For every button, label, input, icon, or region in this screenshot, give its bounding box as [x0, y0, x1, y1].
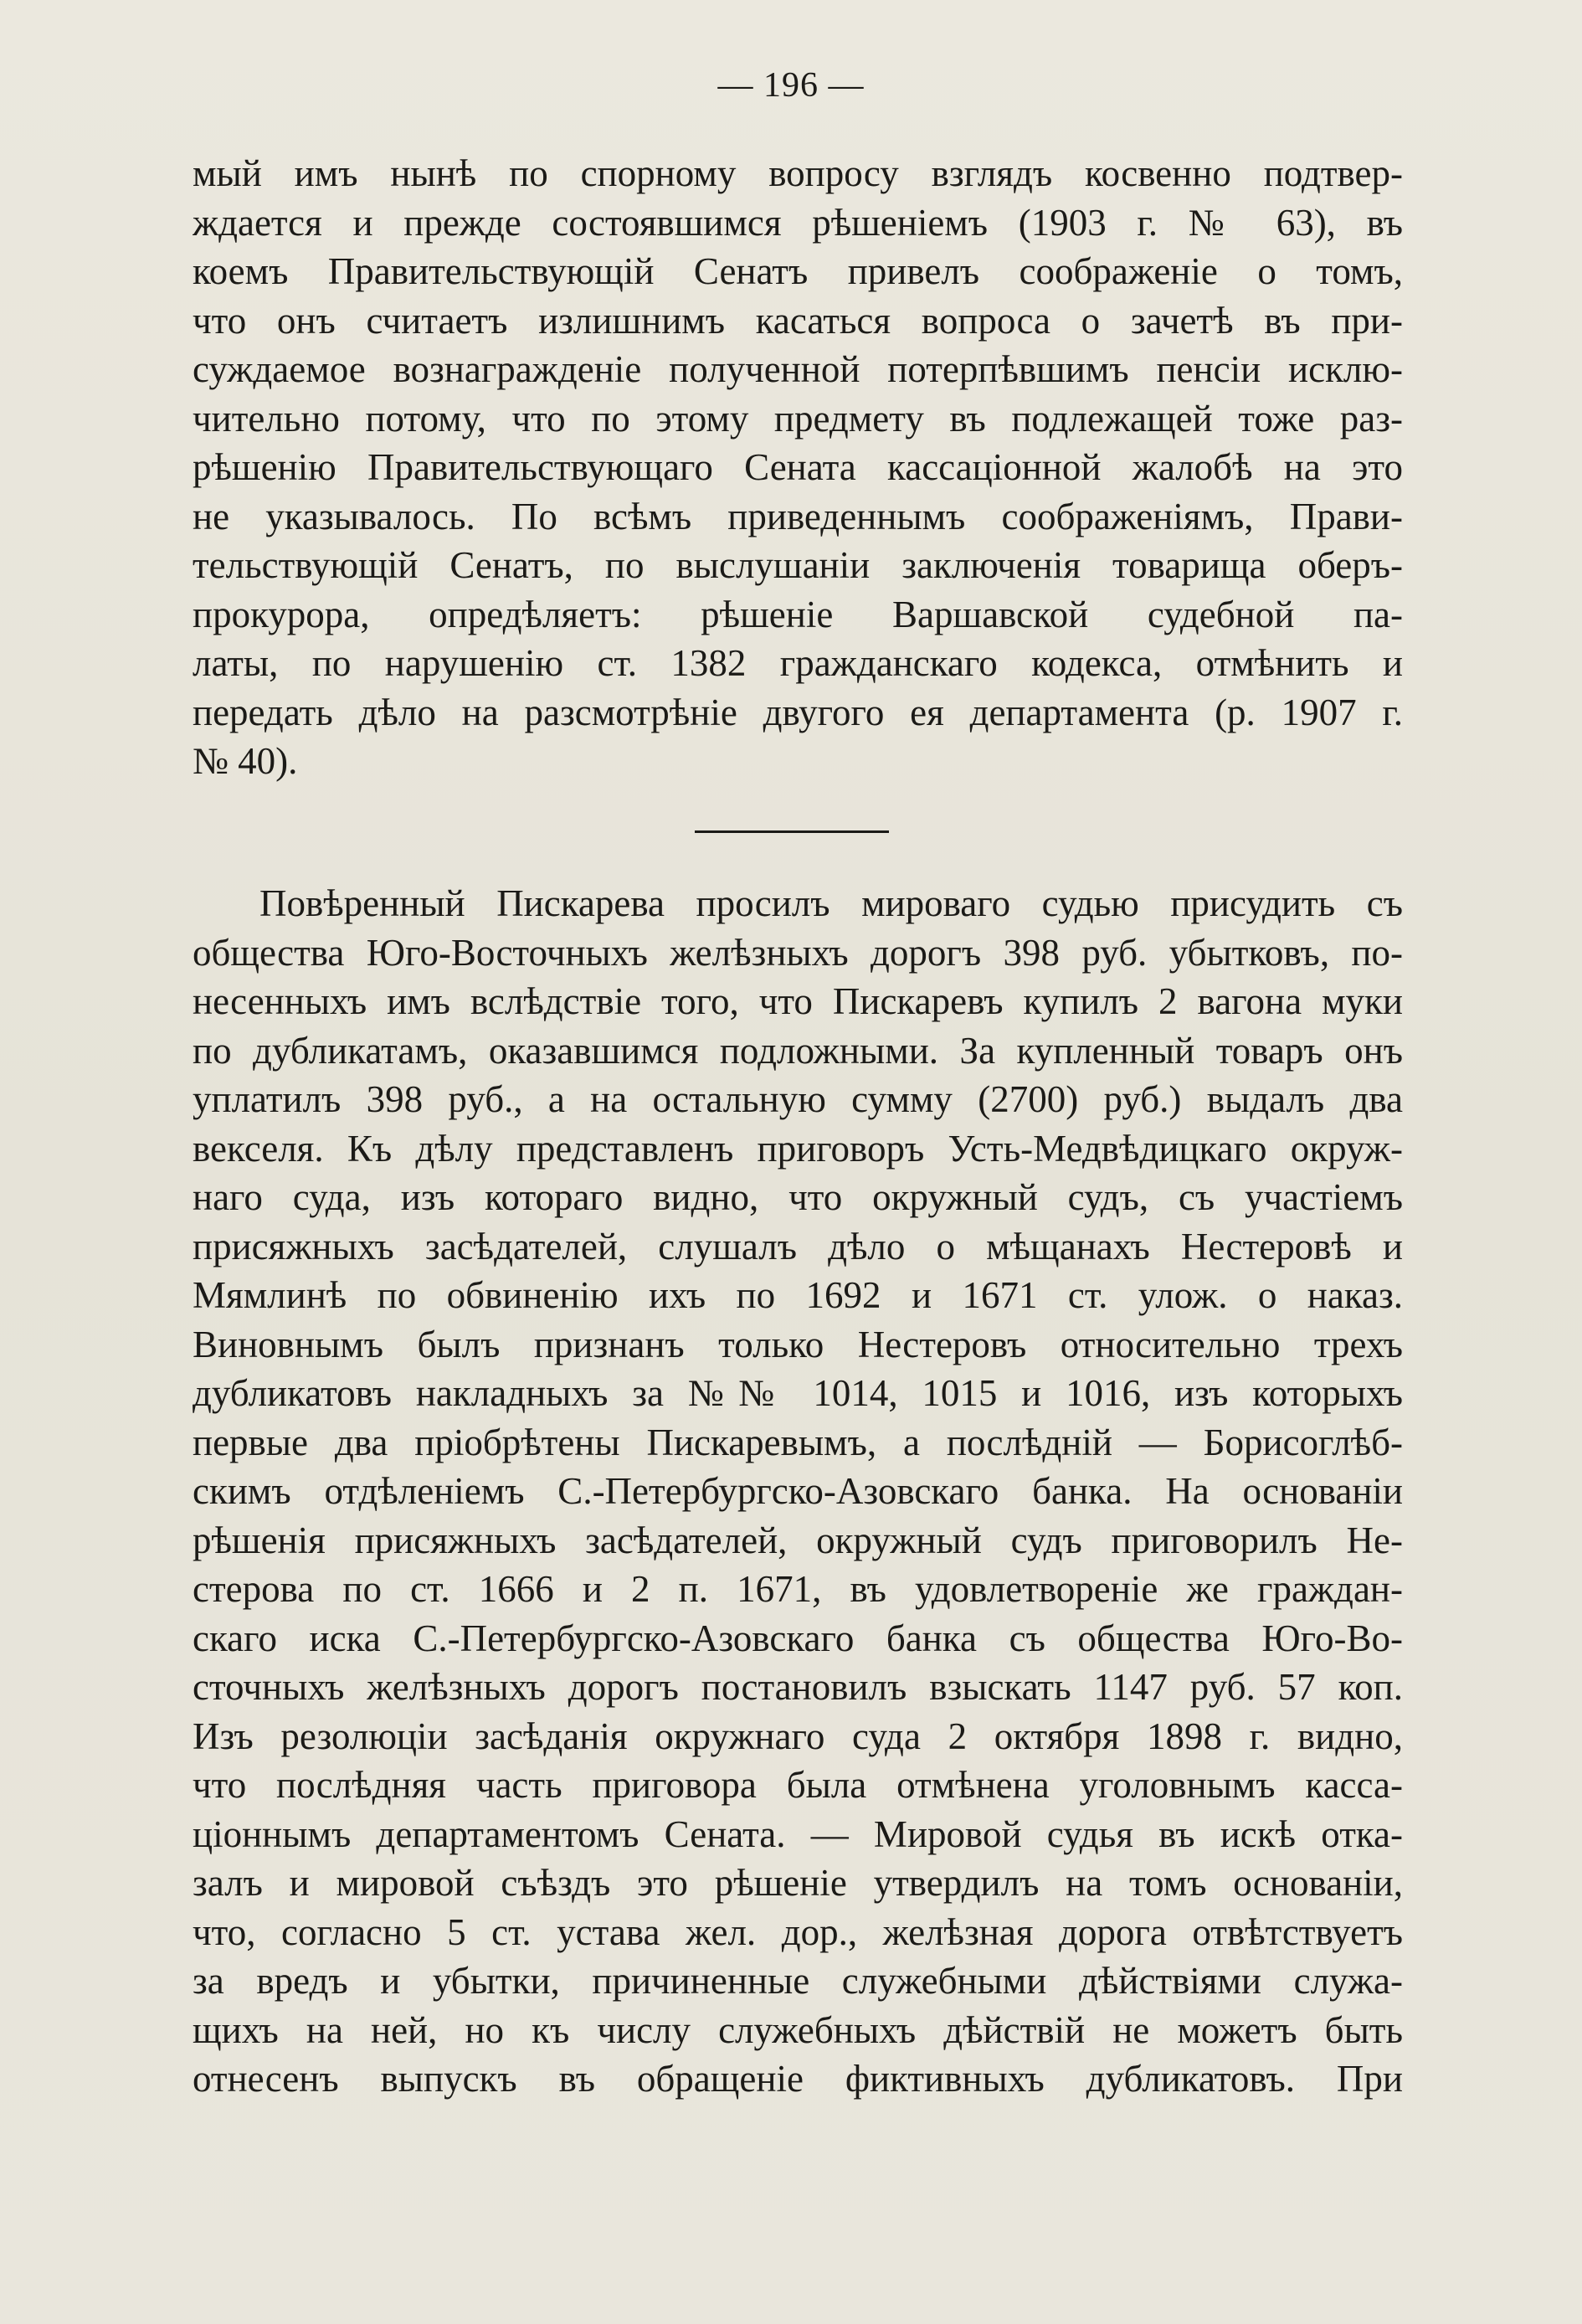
- text-line: скимъ отдѣленіемъ С.-Петербургско-Азовскаго банка. На основаніи: [193, 1470, 1403, 1512]
- text-line: латы, по нарушенію ст. 1382 гражданскаго кодекса, отмѣнить и: [193, 642, 1403, 684]
- section-separator: [695, 830, 889, 833]
- text-line: отнесенъ выпускъ въ обращеніе фиктивныхъ дубликатовъ. При: [193, 2058, 1403, 2100]
- text-line: первые два пріобрѣтены Пискаревымъ, а послѣдній — Борисоглѣб-: [193, 1421, 1403, 1463]
- text-line: скаго иска С.-Петербургско-Азовскаго банка съ общества Юго-Во-: [193, 1617, 1403, 1659]
- text-line: щихъ на ней, но къ числу служебныхъ дѣйствій не можетъ быть: [193, 2008, 1403, 2051]
- text-line: Изъ резолюціи засѣданія окружнаго суда 2 октября 1898 г. видно,: [193, 1715, 1403, 1757]
- text-line: рѣшенія присяжныхъ засѣдателей, окружный судъ приговорилъ Не-: [193, 1519, 1403, 1561]
- text-line: наго суда, изъ котораго видно, что окружный судъ, съ участіемъ: [193, 1176, 1403, 1218]
- text-line: векселя. Къ дѣлу представленъ приговоръ Усть-Медвѣдицкаго окруж-: [193, 1127, 1403, 1170]
- text-line: залъ и мировой съѣздъ это рѣшеніе утвердилъ на томъ основаніи,: [193, 1862, 1403, 1904]
- text-line: что, согласно 5 ст. устава жел. дор., желѣзная дорога отвѣтствуетъ: [193, 1910, 1403, 1953]
- text-line: рѣшенію Правительствующаго Сената кассаціонной жалобѣ на это: [193, 446, 1403, 488]
- text-line: несенныхъ имъ вслѣдствіе того, что Пискаревъ купилъ 2 вагона муки: [193, 980, 1403, 1022]
- text-line: уплатилъ 398 руб., а на остальную сумму (2700) руб.) выдалъ два: [193, 1078, 1403, 1120]
- text-line: коемъ Правительствующій Сенатъ привелъ соображеніе о томъ,: [193, 250, 1403, 292]
- paragraph-1: [193, 149, 1403, 786]
- text-line: общества Юго-Восточныхъ желѣзныхъ дорогъ 398 руб. убытковъ, по-: [193, 931, 1403, 974]
- text-line: № 40).: [193, 740, 298, 782]
- text-line: тельствующій Сенатъ, по выслушаніи заключенія товарища оберъ-: [193, 544, 1403, 586]
- text-line: дубликатовъ накладныхъ за №№ 1014, 1015 и 1016, изъ которыхъ: [193, 1372, 1403, 1414]
- text-line: чительно потому, что по этому предмету въ подлежащей тоже раз-: [193, 397, 1403, 440]
- page-number: — 196 —: [717, 66, 865, 105]
- text-line: что онъ считаетъ излишнимъ касаться вопроса о зачетѣ въ при-: [193, 299, 1403, 342]
- text-line: что послѣдняя часть приговора была отмѣнена уголовнымъ касса-: [193, 1764, 1403, 1806]
- text-line: ціоннымъ департаментомъ Сената. — Мировой судья въ искѣ отка-: [193, 1812, 1403, 1855]
- text-line: Повѣренный Пискарева просилъ мироваго судью присудить съ: [259, 882, 1403, 924]
- text-line: стерова по ст. 1666 и 2 п. 1671, въ удовлетвореніе же граждан-: [193, 1568, 1403, 1610]
- text-line: суждаемое вознагражденіе полученной потерпѣвшимъ пенсіи исклю-: [193, 348, 1403, 390]
- text-line: ждается и прежде состоявшимся рѣшеніемъ (1903 г. № 63), въ: [193, 201, 1403, 244]
- text-line: Виновнымъ былъ признанъ только Нестеровъ относительно трехъ: [193, 1323, 1403, 1365]
- text-line: Мямлинѣ по обвиненію ихъ по 1692 и 1671 ст. улож. о наказ.: [193, 1274, 1403, 1316]
- text-line: сточныхъ желѣзныхъ дорогъ постановилъ взыскать 1147 руб. 57 коп.: [193, 1666, 1403, 1708]
- text-line: по дубликатамъ, оказавшимся подложными. За купленный товаръ онъ: [193, 1029, 1403, 1072]
- text-line: передать дѣло на разсмотрѣніе двугого ея департамента (р. 1907 г.: [193, 691, 1403, 733]
- paragraph-2: [193, 879, 1403, 2104]
- text-line: не указывалось. По всѣмъ приведеннымъ соображеніямъ, Прави-: [193, 495, 1403, 537]
- text-line: прокурора, опредѣляетъ: рѣшеніе Варшавской судебной па-: [193, 593, 1403, 635]
- text-line: присяжныхъ засѣдателей, слушалъ дѣло о мѣщанахъ Нестеровѣ и: [193, 1225, 1403, 1267]
- text-line: за вредъ и убытки, причиненные служебными дѣйствіями служа-: [193, 1960, 1403, 2002]
- text-line: мый имъ нынѣ по спорному вопросу взглядъ косвенно подтвер-: [193, 152, 1403, 194]
